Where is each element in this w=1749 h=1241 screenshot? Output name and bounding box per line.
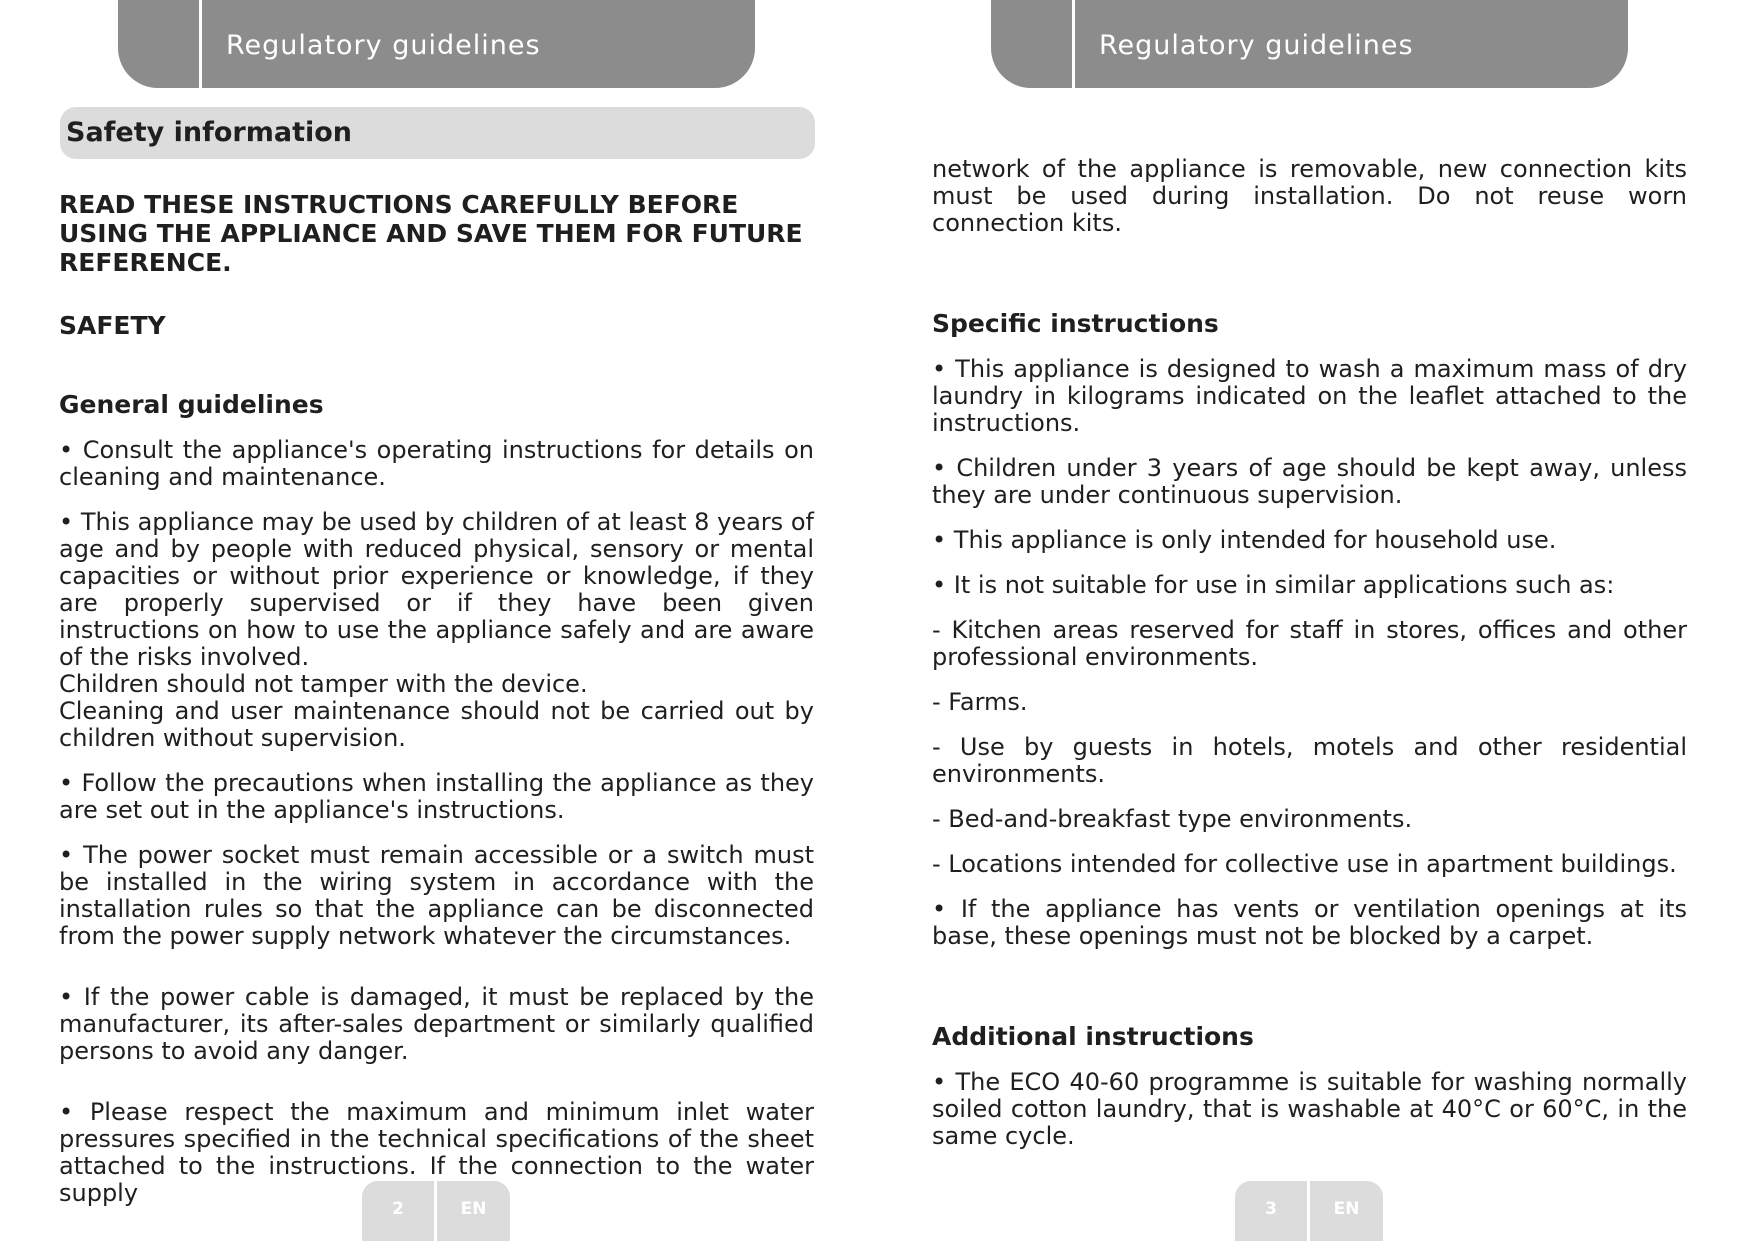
right-page [875,0,1749,1241]
intro-warning: READ THESE INSTRUCTIONS CAREFULLY BEFORE USING THE APPLIANCE AND SAVE THEM FOR FUTURE REFERENCE. [59,190,803,277]
paragraph: • This appliance is designed to wash a maximum mass of dry laundry in kilograms indicated on the leaflet attached to the instructions. [932,355,1687,437]
right-text-column [932,156,1687,1150]
paragraph: • Please respect the maximum and minimum inlet water pressures specified in the technical specifications of the sheet attached to the instructions. If the connection to the water supply [59,1098,814,1207]
header-tab [118,0,755,88]
header-tab [991,0,1628,88]
page-number: 2 [392,1199,404,1219]
left-text-column [59,190,814,1207]
additional-instructions-heading: Additional instructions [932,1022,1254,1051]
paragraph: • Consult the appliance's operating instructions for details on cleaning and maintenance. [59,436,814,491]
page-footer-tab [362,1181,510,1241]
safety-heading: SAFETY [59,311,166,340]
paragraph: - Use by guests in hotels, motels and other residential environments. [932,733,1687,788]
paragraph: - Kitchen areas reserved for staff in stores, offices and other professional environments. [932,616,1687,671]
section-title-bar [60,107,815,159]
paragraph: - Locations intended for collective use in apartment buildings. [932,850,1677,878]
paragraph: • The ECO 40-60 programme is suitable for washing normally soiled cotton laundry, that is washable at 40°C or 60°C, in the same cycle. [932,1068,1687,1150]
specific-instructions-heading: Specific instructions [932,309,1219,338]
header-title: Regulatory guidelines [226,30,541,61]
continued-paragraph: network of the appliance is removable, new connection kits must be used during installation. Do not reuse worn connection kits. [932,155,1687,237]
general-guidelines-heading: General guidelines [59,390,324,419]
language-label: EN [460,1199,487,1219]
paragraph: - Farms. [932,688,1028,716]
language-label: EN [1333,1199,1360,1219]
paragraph: • If the appliance has vents or ventilation openings at its base, these openings must not be blocked by a carpet. [932,895,1687,950]
paragraph-line: • This appliance may be used by children of at least 8 years of age and by people with reduced physical, sensory or mental capacities or without prior experience or knowledge, if they are properly supervised or if they have been given instructions on how to use the appliance safely and are aware of the risks involved. [59,508,814,671]
paragraph: • If the power cable is damaged, it must be replaced by the manufacturer, its after-sales department or similarly qualified persons to avoid any danger. [59,983,814,1065]
header-title: Regulatory guidelines [1099,30,1414,61]
page-footer-tab [1235,1181,1383,1241]
paragraph: • It is not suitable for use in similar applications such as: [932,571,1615,599]
paragraph: - Bed-and-breakfast type environments. [932,805,1413,833]
paragraph-line: Children should not tamper with the device. [59,670,588,698]
left-page [0,0,874,1241]
paragraph: • This appliance is only intended for household use. [932,526,1557,554]
paragraph: • Children under 3 years of age should be kept away, unless they are under continuous supervision. [932,454,1687,509]
header-divider [1072,0,1075,88]
page-number: 3 [1265,1199,1277,1219]
paragraph: • The power socket must remain accessible or a switch must be installed in the wiring system in accordance with the installation rules so that the appliance can be disconnected from the power supply network whatever the circumstances. [59,841,814,950]
paragraph-line: Cleaning and user maintenance should not be carried out by children without supervision. [59,697,814,752]
section-title: Safety information [66,117,353,148]
paragraph [59,509,814,752]
paragraph: • Follow the precautions when installing the appliance as they are set out in the appliance's instructions. [59,769,814,824]
header-divider [199,0,202,88]
